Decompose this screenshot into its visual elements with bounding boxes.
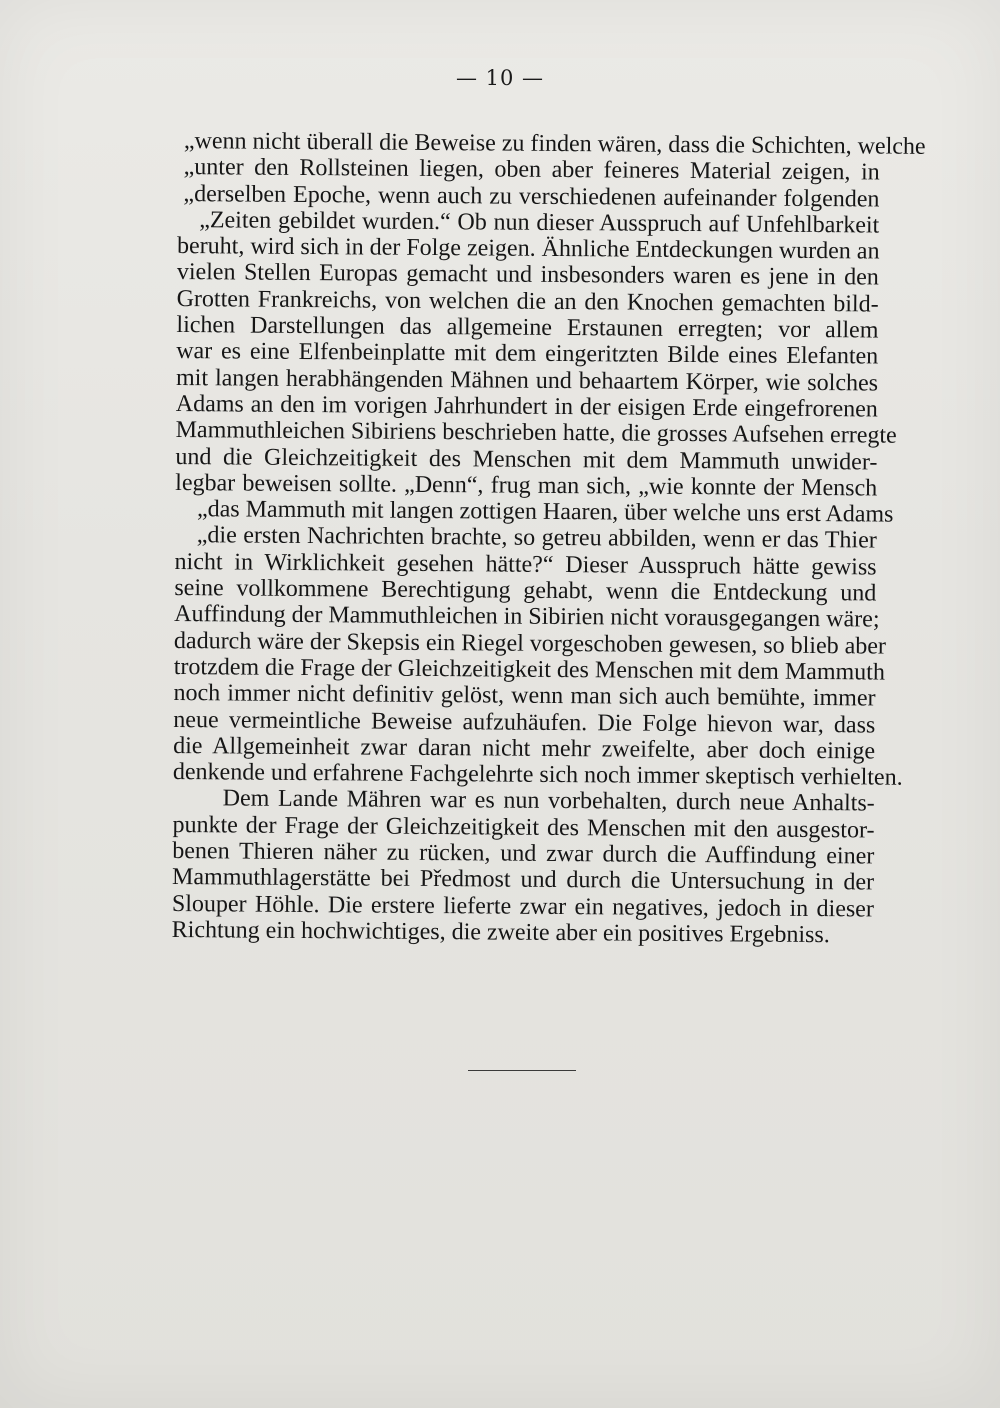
text-line: die Allgemeinheit zwar daran nicht mehr zweifelte, aber doch einige — [173, 732, 876, 765]
section-divider — [468, 1070, 576, 1071]
text-line: „wenn nicht überall die Beweise zu finden wären, dass die Schichten, welche — [183, 128, 926, 160]
text-line: vielen Stellen Europas gemacht und insbesonders waren es jene in den — [176, 259, 879, 291]
text-line: Auffindung der Mammuthleichen in Sibirien nicht vorausgegangen wäre; — [174, 601, 880, 633]
text-line: seine vollkommene Berechtigung gehabt, wenn die Entdeckung und — [174, 575, 877, 607]
text-line: lichen Darstellungen das allgemeine Erstaunen erregten; vor allem — [176, 312, 879, 344]
text-line: „die ersten Nachrichten brachte, so getreu abbilden, wenn er das Thier — [196, 522, 877, 554]
text-line: Mammuthleichen Sibiriens beschrieben hatte, die grosses Aufsehen erregte — [175, 417, 897, 449]
text-line: „derselben Epoche, wenn auch zu verschiedenen aufeinander folgenden — [183, 180, 880, 213]
text-line: benen Thieren näher zu rücken, und zwar durch die Auffindung einer — [172, 837, 875, 870]
text-line: nicht in Wirklichkeit gesehen hätte?“ Dieser Ausspruch hätte gewiss — [174, 548, 877, 581]
text-line: trotzdem die Frage der Gleichzeitigkeit des Menschen mit dem Mammuth — [173, 653, 885, 686]
text-line: mit langen herabhängenden Mähnen und behaartem Körper, wie solches — [175, 364, 879, 397]
page-number: — 10 — — [455, 66, 545, 90]
text-line: punkte der Frage der Gleichzeitigkeit des Menschen mit den ausgestor- — [172, 811, 875, 844]
text-line: „unter den Rollsteinen liegen, oben aber feineres Material zeigen, in — [183, 154, 880, 186]
text-line: neue vermeintliche Beweise aufzuhäufen. Die Folge hievon war, dass — [173, 706, 876, 739]
text-line: beruht, wird sich in der Folge zeigen. Ähnliche Entdeckungen wurden an — [176, 233, 880, 265]
text-line: Grotten Frankreichs, von welchen die an den Knochen gemachten bild- — [176, 285, 879, 318]
text-line: legbar beweisen sollte. „Denn“, frug man sich, „wie konnte der Mensch — [175, 469, 878, 502]
text-line: „das Mammuth mit langen zottigen Haaren, über welche uns erst Adams — [196, 496, 894, 528]
text-line: „Zeiten gebildet wurden.“ Ob nun dieser Ausspruch auf Unfehlbarkeit — [199, 207, 880, 239]
text-line: Richtung ein hochwichtiges, die zweite aber ein positives Ergebniss. — [171, 916, 830, 949]
body-text — [171, 128, 926, 949]
text-line: Mammuthlagerstätte bei Předmost und durch die Untersuchung in der — [172, 864, 875, 896]
text-line: Slouper Höhle. Die erstere lieferte zwar ein negatives, jedoch in dieser — [171, 890, 874, 923]
text-line: Dem Lande Mähren war es nun vorbehalten, durch neue Anhalts- — [222, 785, 875, 817]
text-line: denkende und erfahrene Fachgelehrte sich noch immer skeptisch verhielten. — [172, 759, 903, 791]
text-line: war es eine Elfenbeinplatte mit dem eingeritzten Bilde eines Elefanten — [176, 338, 879, 370]
text-line: dadurch wäre der Skepsis ein Riegel vorgeschoben gewesen, so blieb aber — [173, 627, 887, 660]
text-line: noch immer nicht definitiv gelöst, wenn man sich auch bemühte, immer — [173, 680, 876, 712]
text-line: Adams an den im vorigen Jahrhundert in der eisigen Erde eingefrorenen — [175, 390, 878, 423]
text-line: und die Gleichzeitigkeit des Menschen mit dem Mammuth unwider- — [175, 443, 878, 476]
